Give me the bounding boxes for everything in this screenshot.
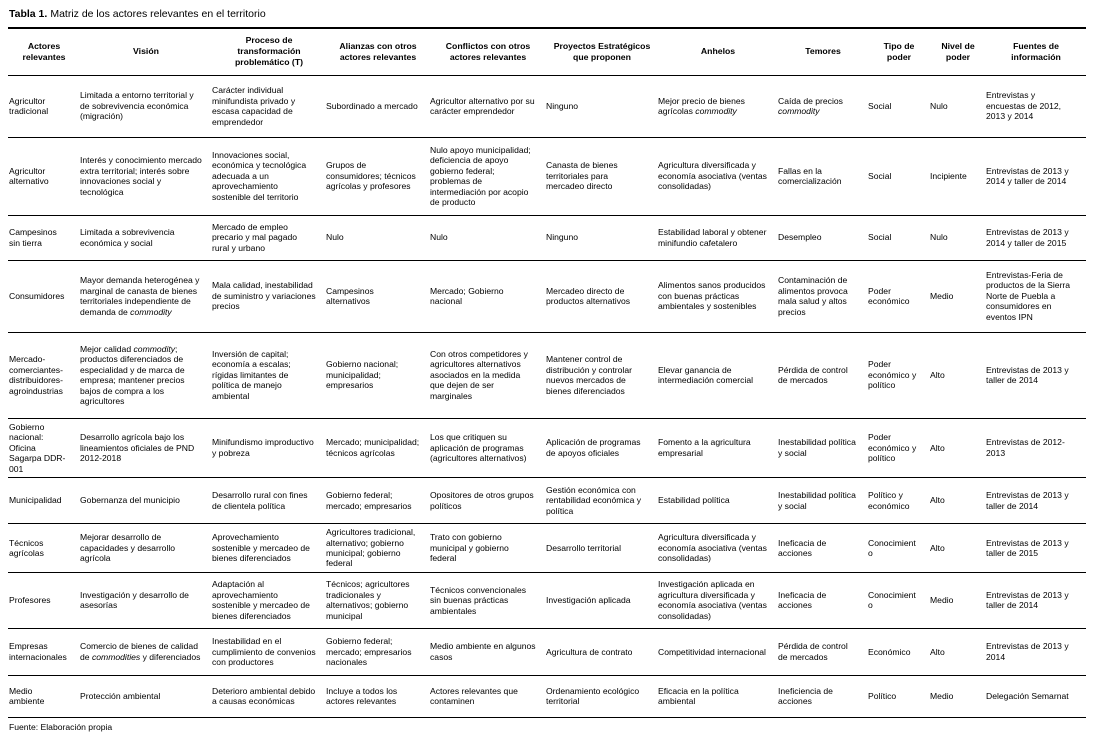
conflictos-cell: Mercado; Gobierno nacional — [430, 260, 546, 332]
table-title — [9, 8, 1086, 21]
proyectos-cell: Aplicación de programas de apoyos oficiales — [546, 418, 658, 477]
temores-cell: Pérdida de control de mercados — [778, 332, 868, 418]
tipo-poder-cell: Conocimiento — [868, 524, 930, 573]
vision-cell: Desarrollo agrícola bajo los lineamientos oficiales de PND 2012-2018 — [80, 418, 212, 477]
vision-cell: Protección ambiental — [80, 675, 212, 717]
proceso-cell: Carácter individual minifundista privado y escasa capacidad de emprendedor — [212, 85, 296, 127]
proyectos-cell: Agricultura de contrato — [546, 628, 658, 675]
proceso-cell: Mala calidad, inestabilidad de suministro y variaciones precios — [212, 260, 326, 332]
column-header-actores-relevantes: Actores relevantes — [8, 28, 80, 76]
proyectos-cell: Investigación aplicada — [546, 572, 658, 628]
fuentes-cell: Entrevistas de 2013 y taller de 2015 — [986, 524, 1086, 573]
vision-cell: Gobernanza del municipio — [80, 478, 212, 524]
actor-cell: Medio ambiente — [8, 675, 80, 717]
proceso-cell: Desarrollo rural con fines de clientela política — [212, 478, 326, 524]
temores-cell: Ineficacia de acciones — [778, 572, 868, 628]
fuentes-cell: Entrevistas de 2013 y taller de 2014 — [986, 572, 1086, 628]
table-row — [8, 478, 1086, 524]
table-row — [8, 418, 1086, 477]
nivel-poder-cell: Alto — [930, 478, 986, 524]
vision-cell: Mayor demanda heterogénea y marginal de canasta de bienes territoriales independiente de demanda de commodity — [80, 260, 212, 332]
anhelos-cell: Mejor precio de bienes agrícolas commodity — [658, 95, 745, 117]
fuentes-cell: Entrevistas de 2013 y taller de 2014 — [986, 478, 1086, 524]
conflictos-cell: Agricultor alternativo por su carácter emprendedor — [430, 95, 535, 117]
conflictos-cell: Nulo — [430, 215, 546, 260]
tipo-poder-cell: Social — [868, 100, 892, 111]
table-row — [8, 628, 1086, 675]
table-body — [8, 75, 1086, 717]
anhelos-cell: Elevar ganancia de intermediación comercial — [658, 332, 778, 418]
column-header-proceso-transformacion: Proceso de transformación problemático (T) — [212, 28, 326, 76]
actor-cell: Profesores — [8, 572, 80, 628]
actor-cell: Agricultor alternativo — [8, 137, 80, 215]
temores-cell: Contaminación de alimentos provoca mala salud y altos precios — [778, 260, 868, 332]
fuentes-cell: Entrevistas de 2013 y 2014 y taller de 2015 — [986, 215, 1086, 260]
nivel-poder-cell: Alto — [930, 332, 986, 418]
nivel-poder-cell: Medio — [930, 675, 986, 717]
alianzas-cell: Gobierno nacional; municipalidad; empresarios — [326, 332, 430, 418]
tipo-poder-cell: Poder económico — [868, 260, 930, 332]
fuentes-cell: Entrevistas de 2013 y 2014 — [986, 628, 1086, 675]
proyectos-cell: Mercadeo directo de productos alternativos — [546, 260, 658, 332]
table-row — [8, 675, 1086, 717]
proceso-cell: Inversión de capital; economía a escalas; rígidas limitantes de política de manejo ambiental — [212, 332, 326, 418]
anhelos-cell: Agricultura diversificada y economía asociativa (ventas consolidadas) — [658, 137, 778, 215]
nivel-poder-cell: Medio — [930, 572, 986, 628]
actor-cell: Consumidores — [8, 260, 80, 332]
proceso-cell: Innovaciones social, económica y tecnológica adecuada a un aprovechamiento sostenible del territorio — [212, 137, 326, 215]
alianzas-cell: Campesinos alternativos — [326, 260, 430, 332]
nivel-poder-cell: Incipiente — [930, 137, 986, 215]
source-note: Fuente: Elaboración propia — [9, 721, 113, 732]
nivel-poder-cell: Nulo — [930, 215, 986, 260]
proceso-cell: Minifundismo improductivo y pobreza — [212, 418, 326, 477]
nivel-poder-cell: Medio — [930, 260, 986, 332]
column-header-proyectos-estrategicos: Proyectos Estratégicos que proponen — [546, 28, 658, 76]
fuentes-cell: Entrevistas-Feria de productos de la Sierra Norte de Puebla a consumidores en eventos IPN — [986, 260, 1086, 332]
anhelos-cell: Alimentos sanos producidos con buenas prácticas ambientales y sostenibles — [658, 260, 778, 332]
column-header-vision: Visión — [80, 28, 212, 76]
fuentes-cell: Entrevistas de 2012-2013 — [986, 418, 1086, 477]
proceso-cell: Aprovechamiento sostenible y mercadeo de bienes diferenciados — [212, 524, 326, 573]
proceso-cell: Deterioro ambiental debido a causas económicas — [212, 675, 326, 717]
actor-cell: Municipalidad — [8, 478, 80, 524]
proyectos-cell: Canasta de bienes territoriales para mercadeo directo — [546, 137, 658, 215]
anhelos-cell: Agricultura diversificada y economía asociativa (ventas consolidadas) — [658, 524, 778, 573]
alianzas-cell: Mercado; municipalidad; técnicos agrícolas — [326, 418, 430, 477]
table-row — [8, 137, 1086, 215]
alianzas-cell: Gobierno federal; mercado; empresarios — [326, 478, 430, 524]
tipo-poder-cell: Social — [868, 137, 930, 215]
proyectos-cell: Ninguno — [546, 100, 579, 111]
alianzas-cell: Técnicos; agricultores tradicionales y alternativos; gobierno municipal — [326, 572, 430, 628]
conflictos-cell: Trato con gobierno municipal y gobierno federal — [430, 524, 546, 573]
conflictos-cell: Nulo apoyo municipalidad; deficiencia de apoyo gobierno federal; problemas de intermediación por acopio de producto — [430, 137, 546, 215]
table-title-label: Tabla 1. — [9, 8, 48, 20]
alianzas-cell: Nulo — [326, 215, 430, 260]
actor-cell: Gobierno nacional: Oficina Sagarpa DDR-001 — [8, 418, 80, 477]
temores-cell: Inestabilidad política y social — [778, 418, 868, 477]
nivel-poder-cell: Alto — [930, 524, 986, 573]
nivel-poder-cell: Alto — [930, 418, 986, 477]
column-header-fuentes-informacion: Fuentes de información — [986, 28, 1086, 76]
proyectos-cell: Ninguno — [546, 215, 658, 260]
header-row — [8, 28, 1086, 76]
table-title-text: Matriz de los actores relevantes en el territorio — [50, 8, 266, 20]
proceso-cell: Adaptación al aprovechamiento sostenible y mercadeo de bienes diferenciados — [212, 572, 326, 628]
anhelos-cell: Fomento a la agricultura empresarial — [658, 418, 778, 477]
tipo-poder-cell: Poder económico y político — [868, 418, 930, 477]
table-row — [8, 75, 1086, 137]
conflictos-cell: Con otros competidores y agricultores alternativos asociados en la medida que dejen de ser marginales — [430, 332, 546, 418]
temores-cell: Desempleo — [778, 215, 868, 260]
column-header-anhelos: Anhelos — [658, 28, 778, 76]
actor-cell: Agricultor tradicional — [9, 95, 49, 117]
proyectos-cell: Desarrollo territorial — [546, 524, 658, 573]
conflictos-cell: Medio ambiente en algunos casos — [430, 628, 546, 675]
nivel-poder-cell: Nulo — [930, 100, 948, 111]
fuentes-cell: Entrevistas de 2013 y 2014 y taller de 2014 — [986, 137, 1086, 215]
alianzas-cell: Grupos de consumidores; técnicos agrícolas y profesores — [326, 137, 430, 215]
column-header-nivel-poder: Nivel de poder — [930, 28, 986, 76]
temores-cell: Ineficiencia de acciones — [778, 675, 868, 717]
tipo-poder-cell: Político y económico — [868, 478, 930, 524]
nivel-poder-cell: Alto — [930, 628, 986, 675]
table-row — [8, 572, 1086, 628]
vision-cell: Limitada a sobrevivencia económica y social — [80, 215, 212, 260]
temores-cell: Ineficacia de acciones — [778, 524, 868, 573]
column-header-alianzas: Alianzas con otros actores relevantes — [326, 28, 430, 76]
actor-cell: Campesinos sin tierra — [8, 215, 80, 260]
tipo-poder-cell: Poder económico y político — [868, 332, 930, 418]
anhelos-cell: Eficacia en la política ambiental — [658, 675, 778, 717]
fuentes-cell: Entrevistas y encuestas de 2012, 2013 y 2014 — [986, 90, 1062, 122]
column-header-tipo-poder: Tipo de poder — [868, 28, 930, 76]
vision-cell: Comercio de bienes de calidad de commodities y diferenciados — [80, 628, 212, 675]
conflictos-cell: Opositores de otros grupos políticos — [430, 478, 546, 524]
table-row — [8, 260, 1086, 332]
proyectos-cell: Gestión económica con rentabilidad económica y política — [546, 478, 658, 524]
actor-cell: Técnicos agrícolas — [8, 524, 80, 573]
fuentes-cell: Entrevistas de 2013 y taller de 2014 — [986, 332, 1086, 418]
vision-cell: Interés y conocimiento mercado extra territorial; interés sobre innovaciones social y tecnológica — [80, 137, 212, 215]
proyectos-cell: Mantener control de distribución y controlar nuevos mercados de bienes diferenciados — [546, 332, 658, 418]
proceso-cell: Mercado de empleo precario y mal pagado rural y urbano — [212, 215, 326, 260]
proceso-cell: Inestabilidad en el cumplimiento de convenios con productores — [212, 628, 326, 675]
table-row — [8, 524, 1086, 573]
table-row — [8, 215, 1086, 260]
conflictos-cell: Actores relevantes que contaminen — [430, 675, 546, 717]
temores-cell: Caída de precios commodity — [778, 95, 843, 117]
vision-cell: Limitada a entorno territorial y de sobrevivencia económica (migración) — [80, 90, 194, 122]
temores-cell: Fallas en la comercialización — [778, 137, 868, 215]
anhelos-cell: Estabilidad laboral y obtener minifundio cafetalero — [658, 215, 778, 260]
anhelos-cell: Estabilidad política — [658, 478, 778, 524]
alianzas-cell: Gobierno federal; mercado; empresarios nacionales — [326, 628, 430, 675]
tipo-poder-cell: Conocimiento — [868, 572, 930, 628]
table-row — [8, 332, 1086, 418]
conflictos-cell: Los que critiquen su aplicación de programas (agricultores alternativos) — [430, 418, 546, 477]
vision-cell: Mejor calidad commodity; productos diferenciados de especialidad y de marca de empresa; mantener precios bajos de compra a los agricultores — [80, 332, 212, 418]
alianzas-cell: Subordinado a mercado — [326, 100, 418, 111]
column-header-temores: Temores — [778, 28, 868, 76]
vision-cell: Mejorar desarrollo de capacidades y desarrollo agrícola — [80, 524, 212, 573]
actor-cell: Mercado-comerciantes-distribuidores-agroindustrias — [8, 332, 80, 418]
conflictos-cell: Técnicos convencionales sin buenas prácticas ambientales — [430, 572, 546, 628]
temores-cell: Pérdida de control de mercados — [778, 628, 868, 675]
tipo-poder-cell: Social — [868, 215, 930, 260]
fuentes-cell: Delegación Semarnat — [986, 675, 1086, 717]
tipo-poder-cell: Económico — [868, 628, 930, 675]
tipo-poder-cell: Político — [868, 675, 930, 717]
anhelos-cell: Investigación aplicada en agricultura diversificada y economía asociativa (ventas consolidadas) — [658, 572, 778, 628]
actor-cell: Empresas internacionales — [8, 628, 80, 675]
actors-matrix-table — [8, 27, 1086, 718]
proyectos-cell: Ordenamiento ecológico territorial — [546, 675, 658, 717]
temores-cell: Inestabilidad política y social — [778, 478, 868, 524]
anhelos-cell: Competitividad internacional — [658, 628, 778, 675]
column-header-conflictos: Conflictos con otros actores relevantes — [430, 28, 546, 76]
vision-cell: Investigación y desarrollo de asesorías — [80, 572, 212, 628]
alianzas-cell: Incluye a todos los actores relevantes — [326, 675, 430, 717]
alianzas-cell: Agricultores tradicional, alternativo; gobierno municipal; gobierno federal — [326, 524, 430, 573]
